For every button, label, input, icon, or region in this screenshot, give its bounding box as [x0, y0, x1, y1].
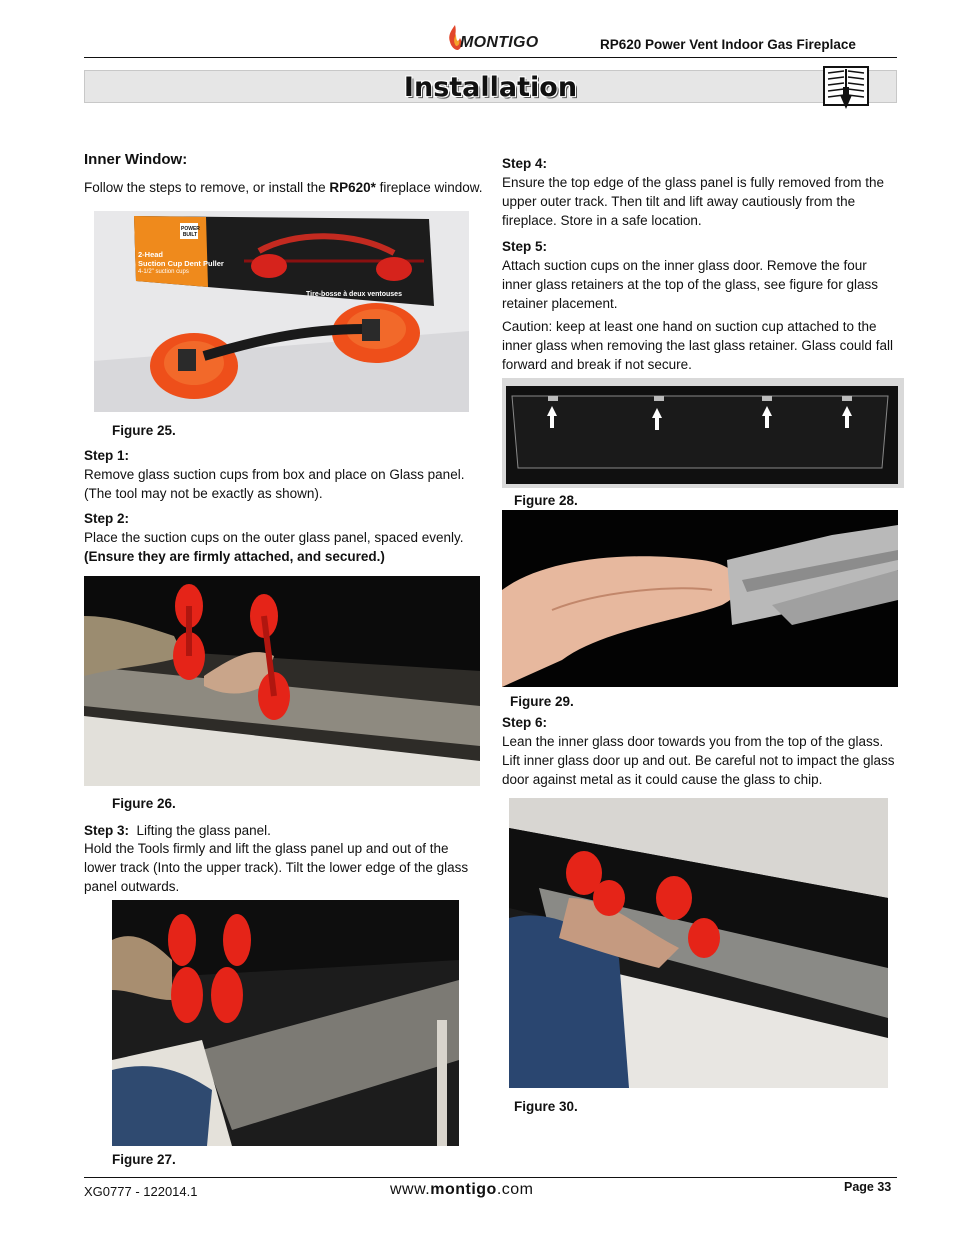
- box-product-line1: 2-Head: [138, 250, 164, 259]
- url-prefix: www.: [390, 1181, 431, 1198]
- figure-28-photo: [502, 378, 904, 488]
- inner-window-heading: Inner Window:: [84, 151, 188, 168]
- step-4-text: Ensure the top edge of the glass panel is fully removed from the upper outer track. Then tilt and lift away cautiously from the fireplace. Store in a safe location.: [502, 175, 884, 228]
- url-brand: montigo: [430, 1181, 497, 1198]
- figure-27-caption: Figure 27.: [112, 1152, 176, 1167]
- step-1-text: Remove glass suction cups from box and place on Glass panel. (The tool may not be exactly as shown).: [84, 467, 465, 501]
- step-4-label: Step 4:: [502, 156, 548, 171]
- caution-text: Caution: keep at least one hand on suction cup attached to the inner glass when removing the last glass retainer. Glass could fall forward and break if not secure.: [502, 319, 893, 372]
- brand-name: MONTIGO: [460, 34, 539, 51]
- page-number: Page 33: [844, 1180, 892, 1194]
- figure-27-photo: [112, 900, 459, 1146]
- step-2-emphasis: (Ensure they are firmly attached, and secured.): [84, 549, 385, 564]
- montigo-logo: [446, 24, 539, 56]
- footer-rule: [84, 1177, 897, 1178]
- box-product-line2: Suction Cup Dent Puller: [138, 259, 224, 268]
- step-6-text: Lean the inner glass door towards you from the top of the glass. Lift inner glass door up and out. Be careful not to impact the glass door against metal as it could cause the glass to chip.: [502, 734, 895, 787]
- document-code: XG0777 - 122014.1: [84, 1184, 198, 1199]
- step-5-label: Step 5:: [502, 239, 548, 254]
- figure-28-caption: Figure 28.: [514, 493, 578, 508]
- step-2-paragraph: [84, 528, 479, 566]
- intro-paragraph: [84, 178, 484, 197]
- figure-30-photo: [509, 798, 888, 1088]
- website-url: [390, 1181, 534, 1199]
- intro-model: RP620*: [329, 180, 376, 195]
- figure-25-photo: [94, 211, 469, 412]
- url-suffix: .com: [496, 1181, 534, 1198]
- step-3-title: Lifting the glass panel.: [136, 823, 271, 838]
- intro-text-end: fireplace window.: [375, 180, 483, 195]
- step-1-label: Step 1:: [84, 448, 130, 463]
- step-6-label: Step 6:: [502, 715, 548, 730]
- header-rule: [84, 57, 897, 58]
- box-print-text: [138, 250, 268, 277]
- step-2-label: Step 2:: [84, 511, 130, 526]
- figure-26-photo: [84, 576, 480, 786]
- box-spec: 4-1/2" suction cups: [138, 269, 189, 275]
- installation-book-icon: [820, 65, 872, 111]
- intro-text: Follow the steps to remove, or install the: [84, 180, 330, 195]
- step-2-text: Place the suction cups on the outer glass panel, spaced evenly.: [84, 530, 464, 545]
- figure-26-caption: Figure 26.: [112, 796, 176, 811]
- step-3-label: Step 3:: [84, 823, 130, 838]
- figure-25-caption: Figure 25.: [112, 423, 176, 438]
- step-3-text: Hold the Tools firmly and lift the glass panel up and out of the lower track (Into the upper track). Tilt the lower edge of the glass panel outwards.: [84, 841, 469, 894]
- section-banner: [84, 70, 897, 103]
- step-5-text: Attach suction cups on the inner glass door. Remove the four inner glass retainers at the top of the glass, see figure for glass retainer placement.: [502, 258, 878, 311]
- figure-29-photo: [502, 510, 898, 687]
- section-title: Installation: [403, 72, 578, 103]
- step-3-heading: [84, 821, 271, 840]
- box-brand: POWER BUILT: [181, 226, 200, 238]
- figure-29-caption: Figure 29.: [510, 694, 574, 709]
- document-title: RP620 Power Vent Indoor Gas Fireplace: [600, 37, 856, 52]
- figure-30-caption: Figure 30.: [514, 1099, 578, 1114]
- box-french-text: Tire-bosse à deux ventouses: [306, 291, 402, 298]
